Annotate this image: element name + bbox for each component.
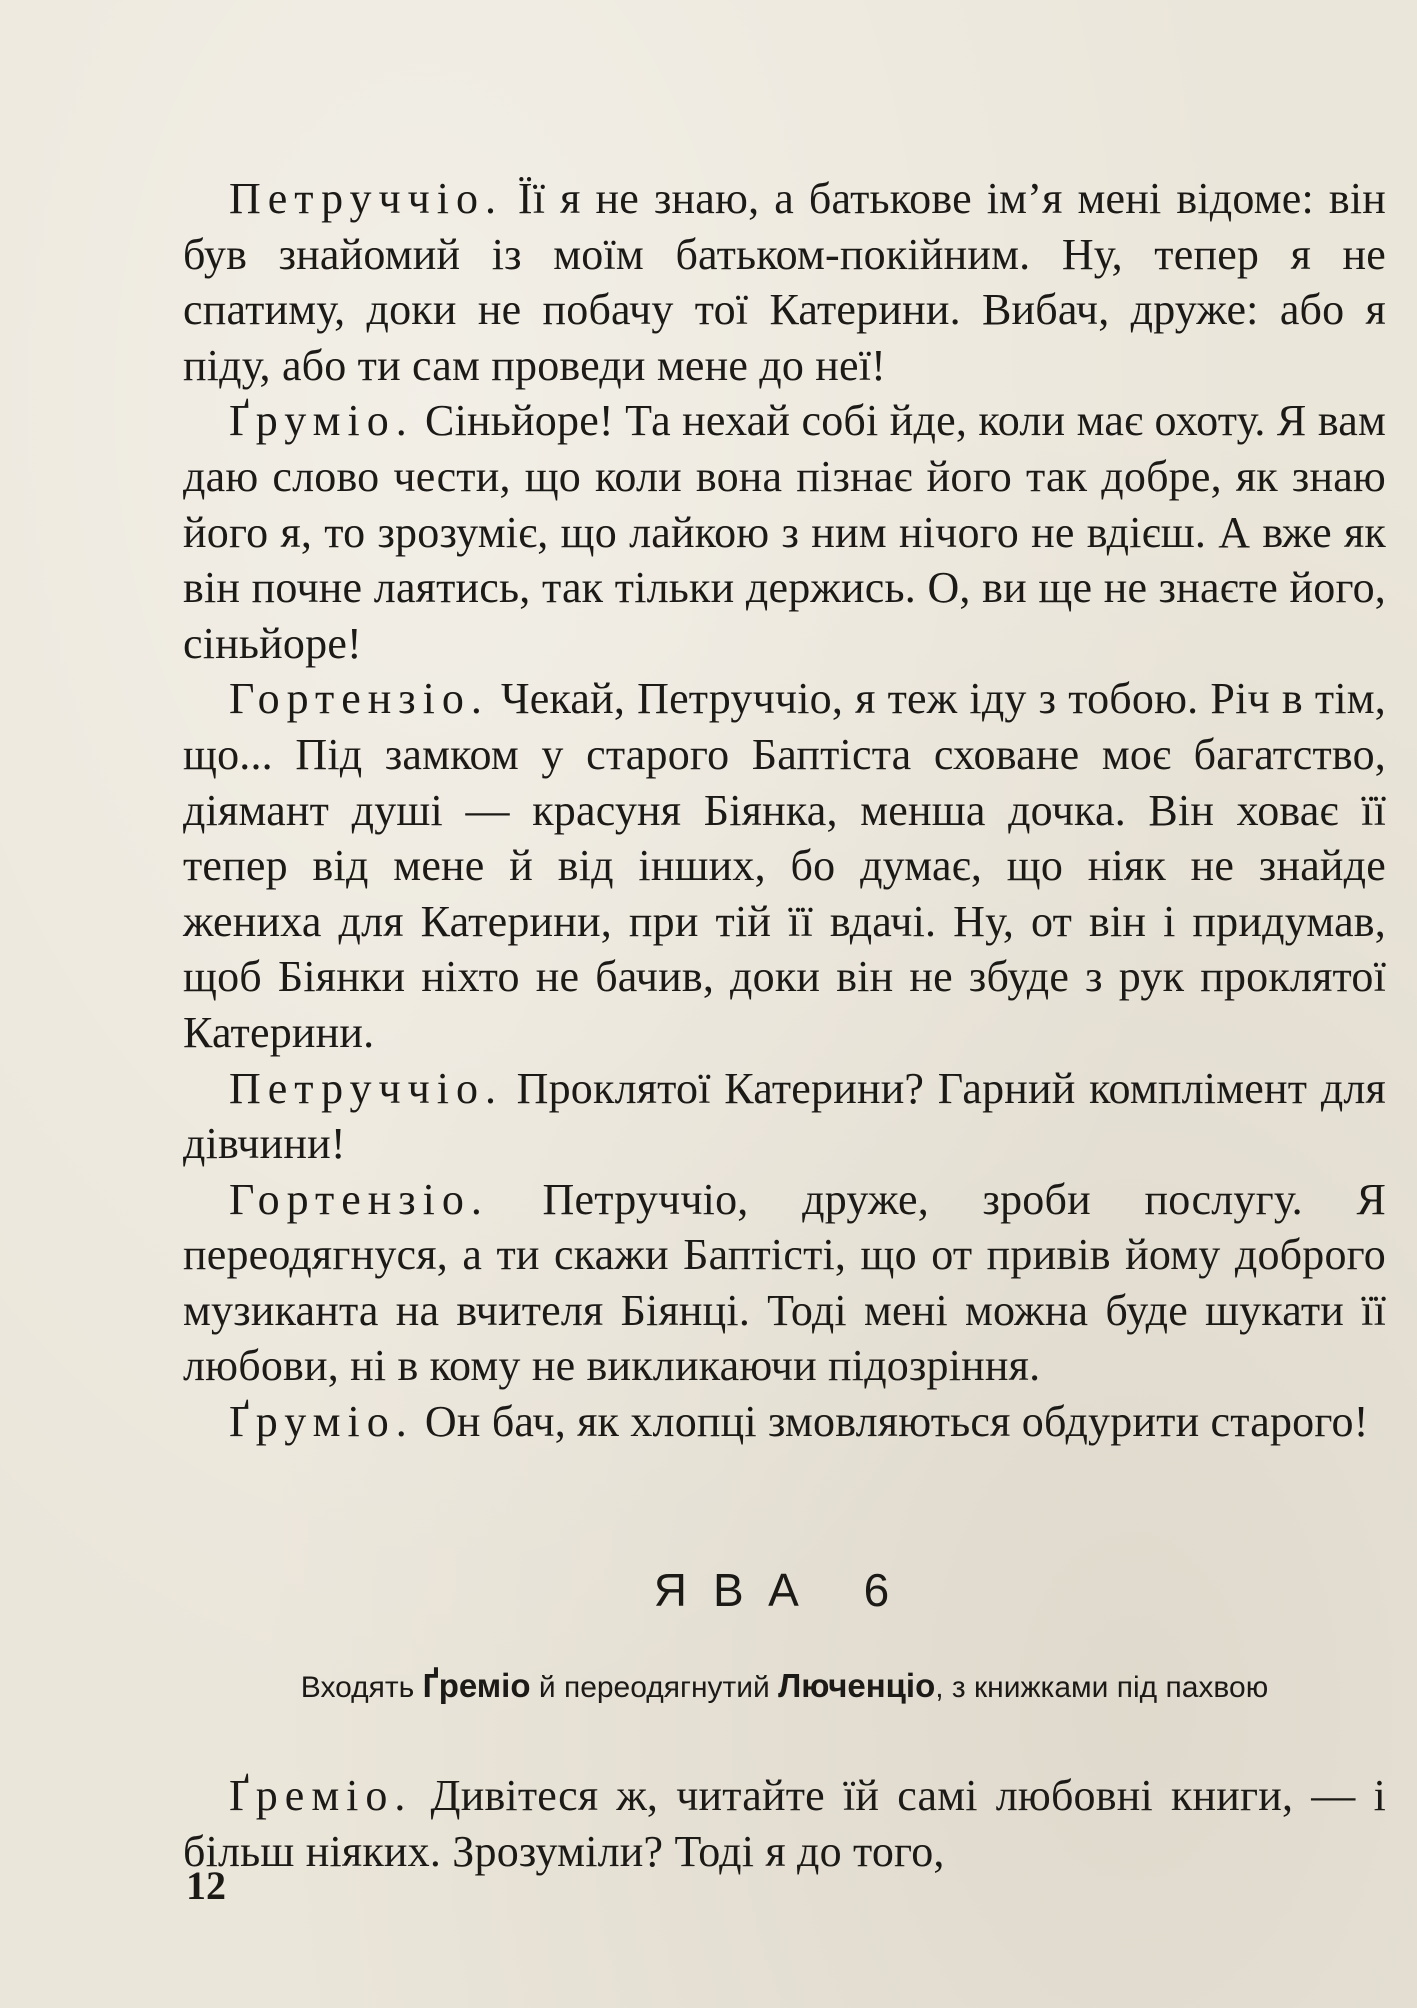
- speech-text: Сіньйоре! Та нехай собі йде, коли має охоту. Я вам даю слово чести, що коли вона пізнає його так добре, як знаю його я, то зрозуміє, що лайкою з ним нічого не вдієш. А вже як він почне лаятись, так тільки держись. О, ви ще не знаєте його, сіньйоре!: [183, 396, 1386, 668]
- stage-direction-text: й переодягнутий: [530, 1671, 779, 1704]
- speaker-name: Петруччіо.: [229, 174, 503, 223]
- dialogue-block: [183, 171, 1386, 1450]
- character-name: Ґреміо: [422, 1667, 531, 1704]
- page-number: 12: [186, 1863, 226, 1908]
- speech-text: Дивітеся ж, читайте їй самі любовні книги, — і більш ніяких. Зрозуміли? Тоді я до того,: [183, 1771, 1386, 1876]
- dialogue-paragraph: [183, 1394, 1386, 1450]
- speech-text: Проклятої Катерини? Гарний комплімент для дівчини!: [183, 1063, 1386, 1169]
- speech-text: Чекай, Петруччіо, я теж іду з тобою. Річ в тім, що... Під замком у старого Баптіста сховане моє багатство, діямант душі — красуня Біянка, менша дочка. Він ховає її тепер від мене й від інших, бо думає, що ніяк не знайде жениха для Катерини, при тій її вдачі. Ну, от він і придумав, щоб Біянки ніхто не бачив, доки він не збуде з рук проклятої Катерини.: [183, 674, 1386, 1057]
- dialogue-paragraph: [183, 1061, 1386, 1172]
- character-name: Люченціо: [778, 1667, 936, 1704]
- speech-text: Он бач, як хлопці змовляються обдурити старого!: [413, 1397, 1369, 1447]
- dialogue-paragraph: [183, 393, 1386, 671]
- speaker-name: Петруччіо.: [229, 1063, 503, 1113]
- speaker-name: Гортензіо.: [229, 1174, 489, 1224]
- stage-direction-text: Входять: [300, 1671, 423, 1704]
- dialogue-block-continued: [183, 1768, 1386, 1879]
- scene-title: ЯВА 6: [653, 1564, 916, 1616]
- speech-text: Її я не знаю, а батькове ім’я мені відоме: він був знайомий із моїм батьком-покійним. Ну, тепер я не спатиму, доки не побачу тої Катерини. Вибач, друже: або я піду, або ти сам проведи мене до неї!: [183, 174, 1386, 390]
- speech-text: Петруччіо, друже, зроби послугу. Я переодягнуся, а ти скажи Баптісті, що от привів йому доброго музиканта на вчителя Біянці. Тоді мені можна буде шукати її любови, ні в кому не викликаючи підозріння.: [183, 1174, 1386, 1391]
- dialogue-paragraph: [183, 1768, 1386, 1879]
- dialogue-paragraph: [183, 1172, 1386, 1394]
- dialogue-paragraph: [183, 171, 1386, 393]
- dialogue-paragraph: [183, 671, 1386, 1060]
- stage-direction-text: , з книжками під пахвою: [935, 1671, 1269, 1704]
- speaker-name: Ґруміо.: [229, 396, 414, 446]
- speaker-name: Гортензіо.: [229, 674, 489, 724]
- speaker-name: Ґруміо.: [229, 1397, 414, 1447]
- speaker-name: Ґреміо.: [229, 1771, 413, 1820]
- stage-direction: [183, 1665, 1386, 1709]
